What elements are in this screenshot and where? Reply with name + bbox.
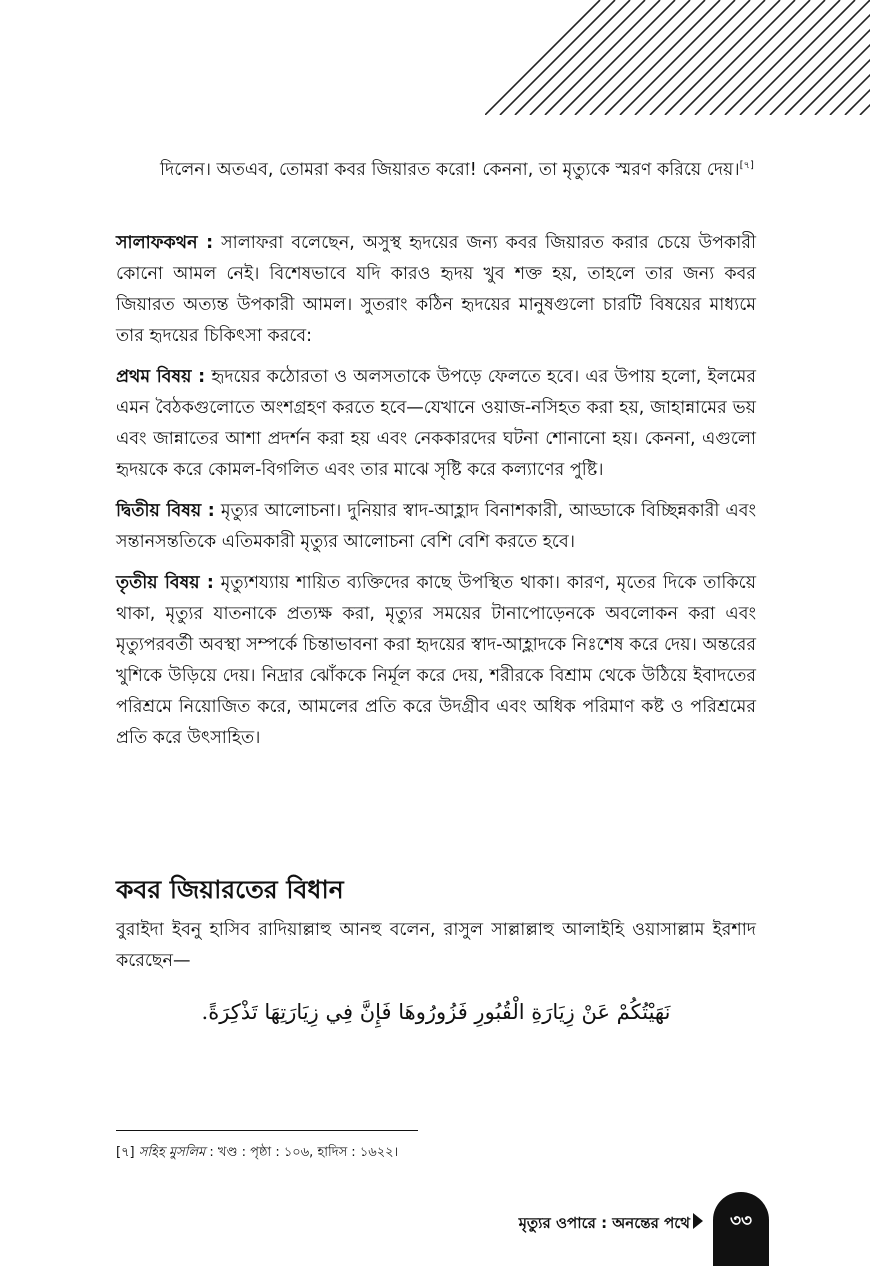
- opening-quote-text: দিলেন। অতএব, তোমরা কবর জিয়ারত করো! কেননা, তা মৃত্যুকে স্মরণ করিয়ে দেয়।: [160, 159, 740, 180]
- page-number: ৩৩: [729, 1211, 753, 1231]
- paragraph-lead: দ্বিতীয় বিষয় :: [116, 501, 215, 521]
- paragraph-third-topic: [116, 568, 756, 754]
- paragraph-lead: প্রথম বিষয় :: [116, 367, 206, 387]
- paragraph-text: মৃত্যুশয্যায় শায়িত ব্যক্তিদের কাছে উপস্থিত থাকা। কারণ, মৃতের দিকে তাকিয়ে থাকা, মৃত্যুর যাতনাকে প্রত্যক্ষ করা, মৃত্যুর সময়ের টানাপোড়েনকে অবলোকন করা এবং মৃত্যুপরবর্তী অবস্থা সম্পর্কে চিন্তাভাবনা করা হৃদয়ের স্বাদ-আহ্লাদকে নিঃশেষ করে দেয়। অন্তরের খুশিকে উড়িয়ে দেয়। নিদ্রার ঝোঁককে নির্মূল করে দেয়, শরীরকে বিশ্রাম থেকে উঠিয়ে ইবাদতের পরিশ্রমে নিয়োজিত করে, আমলের প্রতি করে উদগ্রীব এবং অধিক পরিমাণ কষ্ট ও পরিশ্রমের প্রতি করে উৎসাহিত।: [116, 573, 756, 748]
- paragraph-lead: সালাফকথন :: [116, 233, 214, 253]
- arabic-hadith-text: نَهَيْتُكُمْ عَنْ زِيَارَةِ الْقُبُورِ فَزُورُوهَا فَإِنَّ فِي زِيَارَتِهَا تَذْكِرَةً.: [201, 1000, 671, 1024]
- paragraph-text: হৃদয়ের কঠোরতা ও অলসতাকে উপড়ে ফেলতে হবে। এর উপায় হলো, ইলমের এমন বৈঠকগুলোতে অংশগ্রহণ করতে হবে—যেখানে ওয়াজ-নসিহত করা হয়, জাহান্নামের ভয় এবং জান্নাতের আশা প্রদর্শন করা হয় এবং নেককারদের ঘটনা শোনানো হয়। কেননা, এগুলো হৃদয়কে করে কোমল-বিগলিত এবং তার মাঝে সৃষ্টি করে কল্যাণের পুষ্টি।: [116, 367, 756, 480]
- footnote-divider: [116, 1130, 418, 1131]
- paragraph-salaf: [116, 228, 756, 352]
- paragraph-lead: তৃতীয় বিষয় :: [116, 573, 214, 593]
- body-text: [116, 228, 756, 764]
- paragraph-text: মৃত্যুর আলোচনা। দুনিয়ার স্বাদ-আহ্লাদ বিনাশকারী, আড্ডাকে বিচ্ছিন্নকারী এবং সন্তানসন্ততিকে এতিমকারী মৃত্যুর আলোচনা বেশি বেশি করতে হবে।: [116, 501, 756, 552]
- paragraph-text: সালাফরা বলেছেন, অসুস্থ হৃদয়ের জন্য কবর জিয়ারত করার চেয়ে উপকারী কোনো আমল নেই। বিশেষভাবে যদি কারও হৃদয় খুব শক্ত হয়, তাহলে তার জন্য কবর জিয়ারত অত্যন্ত উপকারী আমল। সুতরাং কঠিন হৃদয়ের মানুষগুলো চারটি বিষয়ের মাধ্যমে তার হৃদয়ের চিকিৎসা করবে:: [116, 233, 757, 346]
- footnote-mark: [৭]: [739, 160, 754, 171]
- footnote-number: [৭]: [116, 1145, 135, 1160]
- paragraph-second-topic: [116, 496, 756, 558]
- running-book-title: মৃত্যুর ওপারে : অনন্তের পথে: [518, 1214, 690, 1232]
- section-heading: কবর জিয়ারতের বিধান: [116, 875, 344, 904]
- footnote-details: : খণ্ড : পৃষ্ঠা : ১০৬, হাদিস : ১৬২২।: [205, 1145, 399, 1160]
- diagonal-hatch-decoration: [485, 0, 870, 115]
- opening-quote: [160, 150, 756, 186]
- hadith-intro: বুরাইদা ইবনু হাসিব রাদিয়াল্লাহু আনহু বলেন, রাসুল সাল্লাল্লাহু আলাইহি ওয়াসাল্লাম ইরশাদ করেছেন—: [116, 920, 756, 971]
- footnote-source: সহিহ মুসলিম: [138, 1145, 206, 1160]
- footnote: [116, 1143, 398, 1163]
- paragraph-first-topic: [116, 362, 756, 486]
- arrow-right-icon: [693, 1213, 703, 1229]
